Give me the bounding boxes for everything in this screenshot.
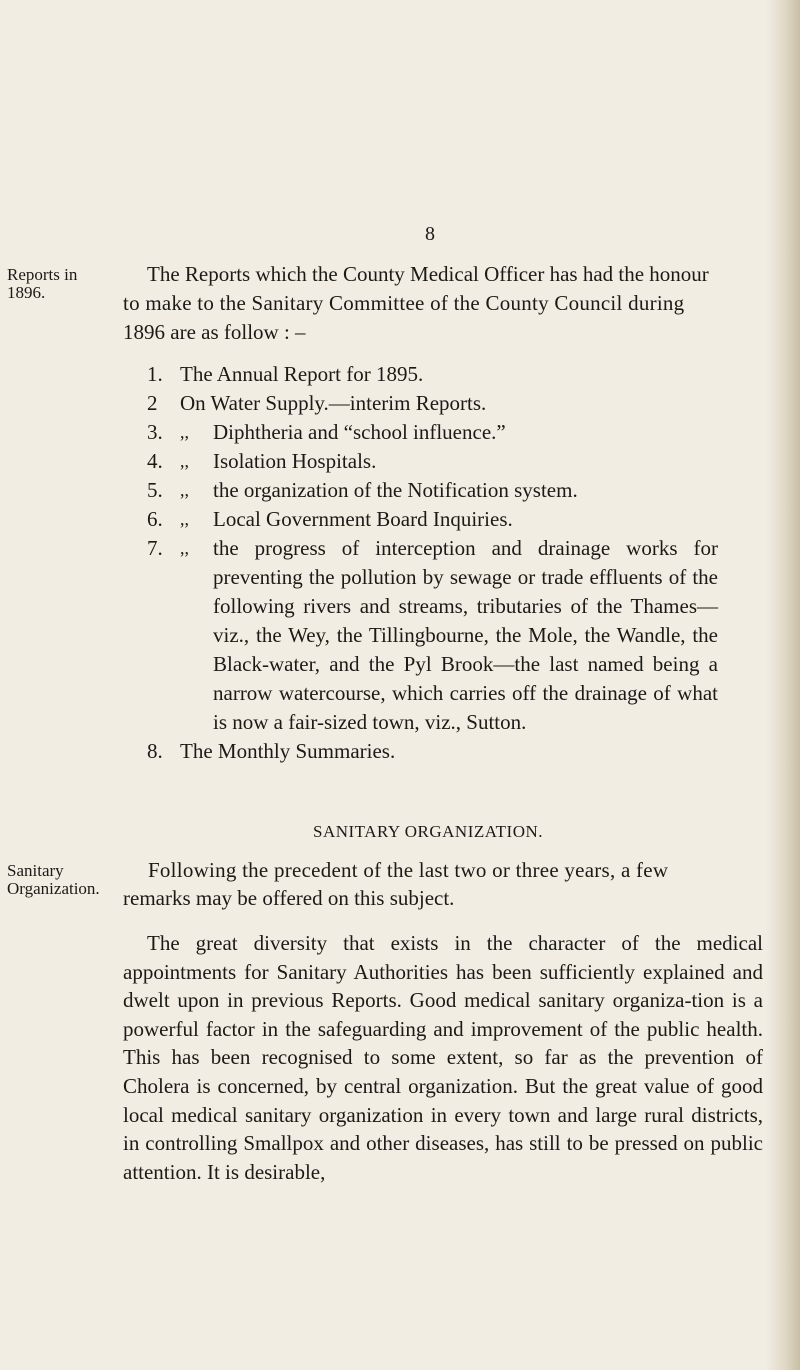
following-paragraph bbox=[123, 856, 763, 912]
margin-note-sanitary bbox=[7, 862, 100, 898]
report-list bbox=[147, 360, 757, 766]
report-number: 4. bbox=[147, 449, 163, 473]
report-title: Isolation Hospitals. bbox=[213, 449, 377, 473]
report-number: 8. bbox=[147, 739, 163, 763]
following-line-2: remarks may be offered on this subject. bbox=[123, 886, 455, 910]
report-title: the progress of interception and drainage works for preventing the pollution by sewage or trade effluents of the following rivers and streams, tributaries of the Thames—viz., the Wey, the Tillingbourne, the Mole, the Wandle, the Black-water, and the Pyl Brook—the last named being a narrow watercourse, which carries off the drainage of what is now a fair-sized town, viz., Sutton. bbox=[213, 536, 718, 734]
ditto-mark: ,, bbox=[180, 509, 189, 529]
report-number: 6. bbox=[147, 507, 163, 531]
report-list-item bbox=[147, 505, 757, 534]
margin-note-reports-line-1: Reports in bbox=[7, 265, 78, 284]
sanitary-organization-heading: SANITARY ORGANIZATION. bbox=[313, 822, 543, 841]
report-title: Local Government Board Inquiries. bbox=[213, 507, 513, 531]
report-number: 3. bbox=[147, 420, 163, 444]
margin-note-sanitary-line-2: Organization. bbox=[7, 879, 100, 898]
report-list-item bbox=[147, 389, 757, 418]
page-edge-shadow bbox=[766, 0, 800, 1370]
report-title: the organization of the Notification system. bbox=[213, 478, 578, 502]
report-number: 5. bbox=[147, 478, 163, 502]
report-list-item bbox=[147, 534, 757, 737]
report-list-item bbox=[147, 737, 757, 766]
margin-note-reports bbox=[7, 266, 77, 302]
ditto-mark: ,, bbox=[180, 538, 189, 558]
intro-line-3: 1896 are as follow : – bbox=[123, 320, 306, 344]
margin-note-reports-line-2: 1896. bbox=[7, 283, 46, 302]
margin-note-sanitary-line-1: Sanitary bbox=[7, 861, 64, 880]
ditto-mark: ,, bbox=[180, 422, 189, 442]
report-title: On Water Supply.—interim Reports. bbox=[180, 391, 487, 415]
intro-text bbox=[123, 260, 763, 347]
report-number: 2 bbox=[147, 391, 158, 415]
ditto-mark: ,, bbox=[180, 480, 189, 500]
page-number: 8 bbox=[425, 223, 435, 245]
report-list-item bbox=[147, 476, 757, 505]
report-number: 1. bbox=[147, 362, 163, 386]
intro-line-2: to make to the Sanitary Committee of the County Council during bbox=[123, 291, 685, 315]
report-list-item bbox=[147, 418, 757, 447]
report-number: 7. bbox=[147, 536, 163, 560]
report-list-item bbox=[147, 447, 757, 476]
following-line-1: Following the precedent of the last two or three years, a few bbox=[148, 858, 669, 882]
sanitary-organization-paragraph: The great diversity that exists in the character of the medical appointments for Sanitary Authorities has been sufficiently explained and dwelt upon in previous Reports. Good medical sanitary organiza-tion is a powerful factor in the safeguarding and improvement of the public health. This has been recognised to some extent, so far as the prevention of Cholera is concerned, by central organization. But the great value of good local medical sanitary organization in every town and large rural districts, in controlling Smallpox and other diseases, has still to be pressed on public attention. It is desirable, bbox=[123, 931, 763, 1184]
report-title: Diphtheria and “school influence.” bbox=[213, 420, 506, 444]
report-title: The Annual Report for 1895. bbox=[180, 362, 424, 386]
ditto-mark: ,, bbox=[180, 451, 189, 471]
intro-line-1: The Reports which the County Medical Officer has had the honour bbox=[147, 262, 709, 286]
report-list-item bbox=[147, 360, 757, 389]
report-title: The Monthly Summaries. bbox=[180, 739, 396, 763]
